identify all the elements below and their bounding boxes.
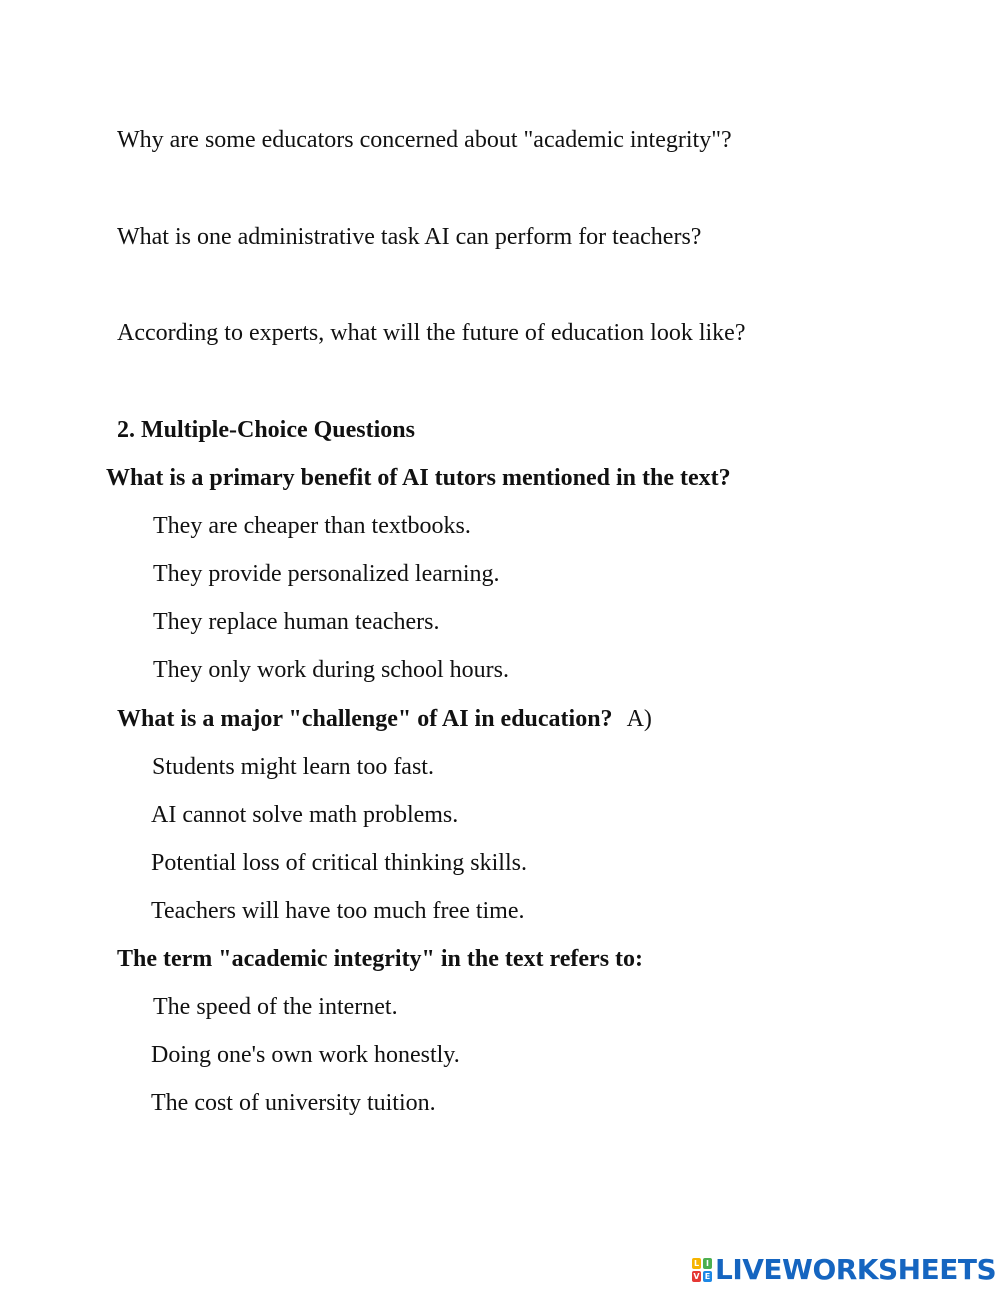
mcq-3-option-2[interactable]: Doing one's own work honestly.: [151, 1042, 460, 1068]
mcq-1-question: What is a primary benefit of AI tutors mentioned in the text?: [106, 465, 731, 491]
mcq-2-option-2[interactable]: AI cannot solve math problems.: [151, 802, 459, 828]
mcq-2-option-1[interactable]: Students might learn too fast.: [152, 754, 434, 780]
mcq-1-option-4[interactable]: They only work during school hours.: [153, 657, 509, 683]
logo-badge-letter: I: [703, 1258, 712, 1269]
mcq-2-question-line: [117, 704, 652, 734]
mcq-2-option-4[interactable]: Teachers will have too much free time.: [151, 898, 525, 924]
mcq-2-question: What is a major "challenge" of AI in education?: [117, 706, 613, 732]
mcq-3-question: The term "academic integrity" in the text refers to:: [117, 946, 644, 972]
section-heading: 2. Multiple-Choice Questions: [117, 417, 415, 443]
liveworksheets-logo: [692, 1253, 996, 1287]
logo-badge-letter: L: [693, 1259, 700, 1268]
open-question-3: According to experts, what will the future of education look like?: [117, 320, 746, 346]
mcq-1-option-1[interactable]: They are cheaper than textbooks.: [153, 513, 471, 539]
logo-badge-icon: [692, 1258, 712, 1282]
open-question-1: Why are some educators concerned about "academic integrity"?: [117, 127, 732, 153]
logo-badge-letter: E: [704, 1272, 711, 1281]
logo-text: LIVEWORKSHEETS: [715, 1253, 997, 1286]
open-question-2: What is one administrative task AI can perform for teachers?: [117, 224, 702, 250]
mcq-1-option-3[interactable]: They replace human teachers.: [153, 609, 440, 635]
mcq-1-option-2[interactable]: They provide personalized learning.: [153, 561, 500, 587]
mcq-3-option-3[interactable]: The cost of university tuition.: [151, 1090, 436, 1116]
mcq-2-option-3[interactable]: Potential loss of critical thinking skills.: [151, 850, 527, 876]
mcq-3-option-1[interactable]: The speed of the internet.: [153, 994, 398, 1020]
mcq-2-question-suffix: A): [626, 706, 652, 732]
logo-badge-letter: V: [693, 1272, 700, 1281]
